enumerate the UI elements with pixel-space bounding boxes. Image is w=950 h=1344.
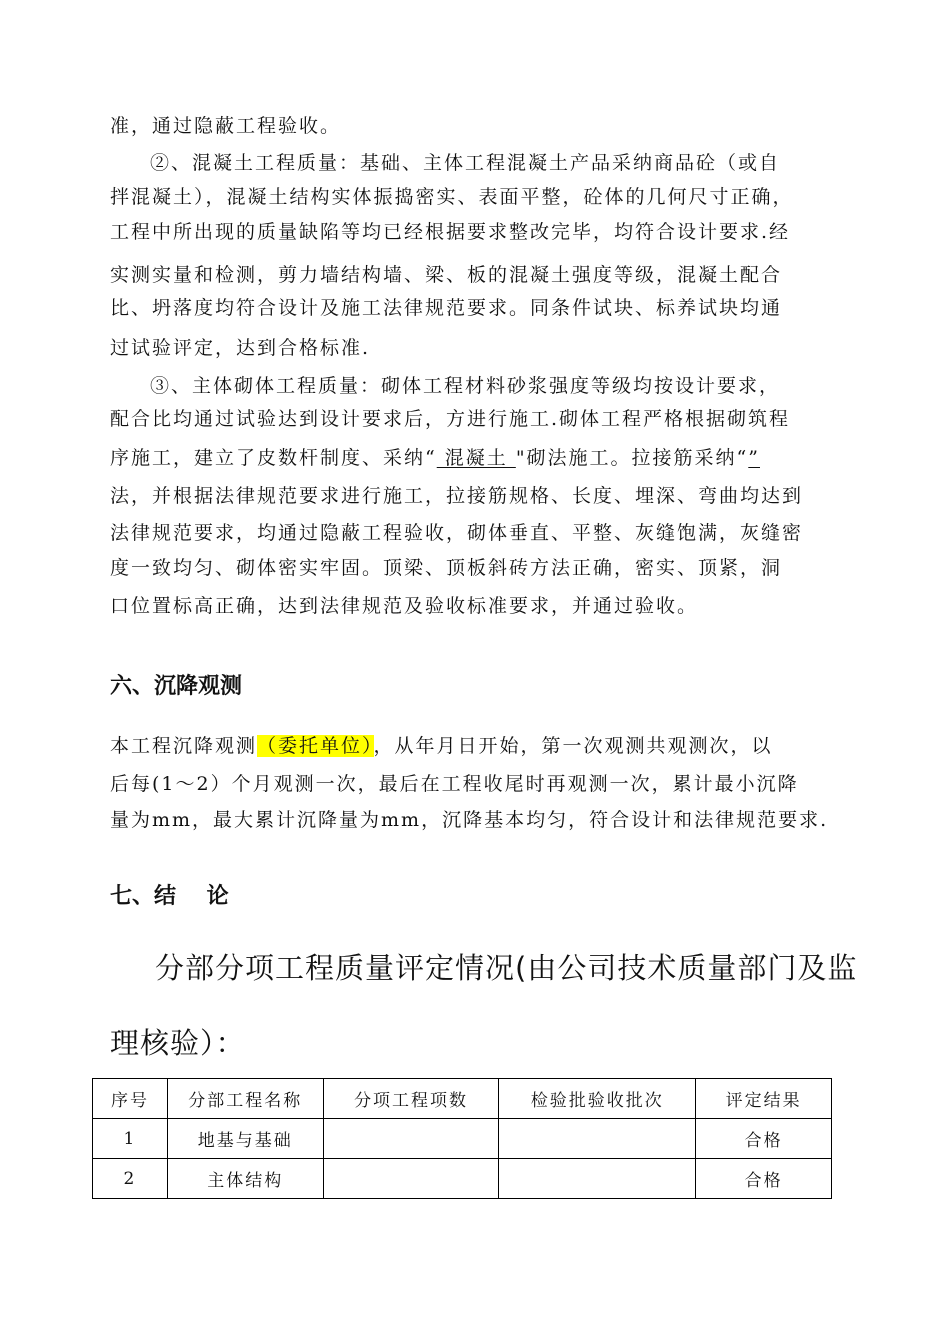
paragraph-line: 口位置标高正确，达到法律规范及验收标准要求，并通过验收。 [110,595,699,617]
paragraph-line: 法，并根据法律规范要求进行施工，拉接筋规格、长度、埋深、弯曲均达到 [110,485,804,507]
paragraph-line [110,446,842,470]
table-header-cell: 分项工程项数 [323,1079,499,1119]
section-heading: 七、结 论 [110,884,229,909]
large-text-line: 理核验）： [110,1026,246,1060]
table-cell: 2 [93,1159,168,1199]
paragraph-line: 过试验评定，达到合格标准. [110,337,371,359]
paragraph-line: 准，通过隐蔽工程验收。 [110,115,342,137]
paragraph-line: 法律规范要求，均通过隐蔽工程验收，砌体垂直、平整、灰缝饱满，灰缝密 [110,522,804,544]
table-cell: 1 [93,1119,168,1159]
paragraph-line: 配合比均通过试验达到设计要求后，方进行施工.砌体工程严格根据砌筑程 [110,408,791,430]
text-span: 本工程沉降观测 [110,735,258,757]
table-row [93,1119,832,1159]
table-cell: 主体结构 [167,1159,323,1199]
table-header-row [93,1079,832,1119]
table-header-cell: 序号 [93,1079,168,1119]
table-row [93,1159,832,1199]
paragraph-line: 实测实量和检测，剪力墙结构墙、梁、板的混凝土强度等级，混凝土配合 [110,264,783,286]
section-heading: 六、沉降观测 [110,674,243,699]
paragraph-line: 工程中所出现的质量缺陷等均已经根据要求整改完毕，均符合设计要求.经 [110,221,791,243]
table-cell [499,1159,696,1199]
text-span: "砌法施工。拉接筋采纳“ [515,447,749,469]
table-cell [323,1159,499,1199]
highlighted-text: （委托单位） [257,735,374,757]
table-cell: 地基与基础 [167,1119,323,1159]
paragraph-line: ②、混凝土工程质量：基础、主体工程混凝土产品采纳商品砼（或自 [150,152,781,174]
table-cell: 合格 [696,1119,832,1159]
evaluation-table [92,1078,832,1199]
paragraph-line [110,734,842,758]
paragraph-line: 比、坍落度均符合设计及施工法律规范要求。同条件试块、标养试块均通 [110,297,783,319]
table-cell: 合格 [696,1159,832,1199]
text-span: ，从年月日开始，第一次观测共观测次，以 [373,735,773,757]
paragraph-line: 拌混凝土），混凝土结构实体振捣密实、表面平整，砼体的几何尺寸正确， [110,186,794,208]
underlined-text: 混凝土 [436,447,516,469]
paragraph-line: 度一致均匀、砌体密实牢固。顶梁、顶板斜砖方法正确，密实、顶紧，洞 [110,557,783,579]
table-header-cell: 检验批验收批次 [499,1079,696,1119]
table-header-cell: 评定结果 [696,1079,832,1119]
large-text-line: 分部分项工程质量评定情况(由公司技术质量部门及监 [155,951,858,985]
underlined-text: ” [748,447,760,469]
table-cell [323,1119,499,1159]
table-cell [499,1119,696,1159]
table-header-cell: 分部工程名称 [167,1079,323,1119]
paragraph-line: 后每(1～2）个月观测一次，最后在工程收尾时再观测一次，累计最小沉降 [110,773,799,795]
paragraph-line: 量为mm，最大累计沉降量为mm，沉降基本均匀，符合设计和法律规范要求. [110,809,829,831]
text-span: 序施工，建立了皮数杆制度、采纳“ [110,447,437,469]
paragraph-line: ③、主体砌体工程质量：砌体工程材料砂浆强度等级均按设计要求， [150,375,781,397]
